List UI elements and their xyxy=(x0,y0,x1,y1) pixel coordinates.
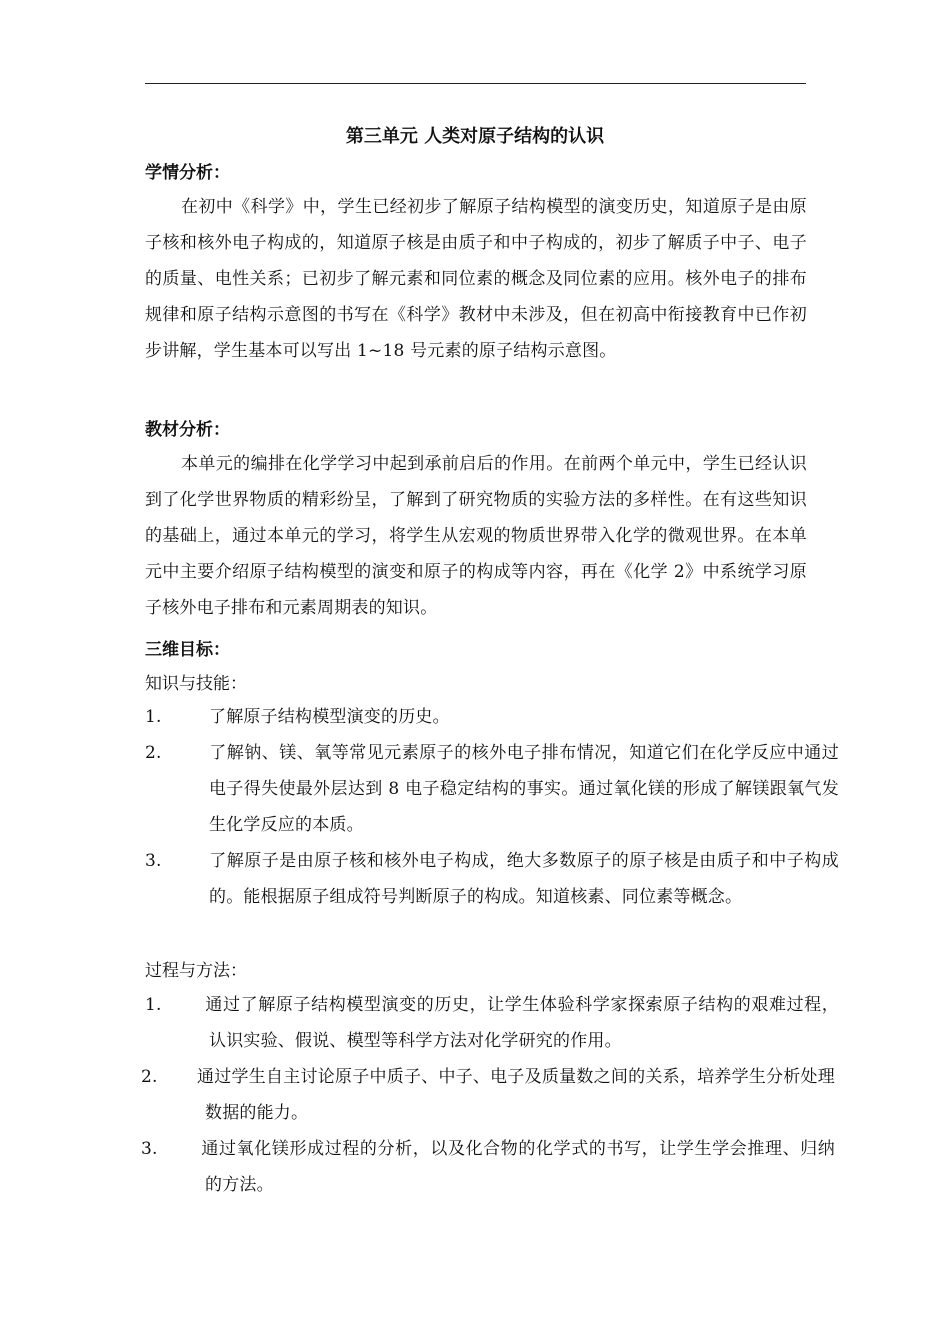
knowledge-item-2-text: 了解钠、镁、氧等常见元素原子的核外电子排布情况，知道它们在化学反应中通过电子得失使最外层达到 8 电子稳定结构的事实。通过氧化镁的形成了解镁跟氧气发生化学反应的本质。 xyxy=(209,743,839,835)
knowledge-item-1-text: 了解原子结构模型演变的历史。 xyxy=(209,707,450,727)
heading-textbook-analysis: 教材分析： xyxy=(145,420,230,440)
paragraph-textbook-analysis: 本单元的编排在化学学习中起到承前启后的作用。在前两个单元中，学生已经认识到了化学世界物质的精彩纷呈，了解到了研究物质的实验方法的多样性。在有这些知识的基础上，通过本单元的学习，将学生从宏观的物质世界带入化学的微观世界。在本单元中主要介绍原子结构模型的演变和原子的构成等内容，再在《化学 2》中系统学习原子核外电子排布和元素周期表的知识。 xyxy=(145,454,807,618)
knowledge-item-3-num: 3. xyxy=(145,851,162,871)
process-item-1-num: 1. xyxy=(145,995,162,1015)
paragraph-student-analysis: 在初中《科学》中，学生已经初步了解原子结构模型的演变历史，知道原子是由原子核和核外电子构成的，知道原子核是由质子和中子构成的，初步了解质子中子、电子的质量、电性关系；已初步了解元素和同位素的概念及同位素的应用。核外电子的排布规律和原子结构示意图的书写在《科学》教材中未涉及，但在初高中衔接教育中已作初步讲解，学生基本可以写出 1~18 号元素的原子结构示意图。 xyxy=(145,197,807,361)
header-rule xyxy=(145,83,806,84)
process-item-1-text: 通过了解原子结构模型演变的历史，让学生体验科学家探索原子结构的艰难过程，认识实验、假说、模型等科学方法对化学研究的作用。 xyxy=(205,995,839,1051)
process-item-1 xyxy=(145,987,839,1059)
page-title: 第三单元 人类对原子结构的认识 xyxy=(345,126,605,147)
heading-student-analysis: 学情分析： xyxy=(145,163,230,183)
knowledge-item-2-num: 2. xyxy=(145,743,162,763)
process-item-2 xyxy=(141,1059,835,1131)
process-item-2-text: 通过学生自主讨论原子中质子、中子、电子及质量数之间的关系，培养学生分析处理数据的能力。 xyxy=(197,1067,835,1123)
process-item-3-text: 通过氧化镁形成过程的分析，以及化合物的化学式的书写，让学生学会推理、归纳的方法。 xyxy=(201,1139,835,1195)
process-item-2-num: 2. xyxy=(141,1067,158,1087)
process-item-3-num: 3. xyxy=(141,1139,158,1159)
heading-goals: 三维目标： xyxy=(145,640,230,660)
label-process-methods: 过程与方法： xyxy=(145,961,247,981)
knowledge-item-1-num: 1. xyxy=(145,707,162,727)
label-knowledge-skills: 知识与技能： xyxy=(145,674,247,694)
knowledge-item-2 xyxy=(145,735,839,843)
knowledge-item-3 xyxy=(145,843,839,915)
knowledge-item-3-text: 了解原子是由原子核和核外电子构成，绝大多数原子的原子核是由质子和中子构成的。能根据原子组成符号判断原子的构成。知道核素、同位素等概念。 xyxy=(209,851,839,907)
process-item-3 xyxy=(141,1131,835,1203)
knowledge-item-1 xyxy=(145,699,839,735)
